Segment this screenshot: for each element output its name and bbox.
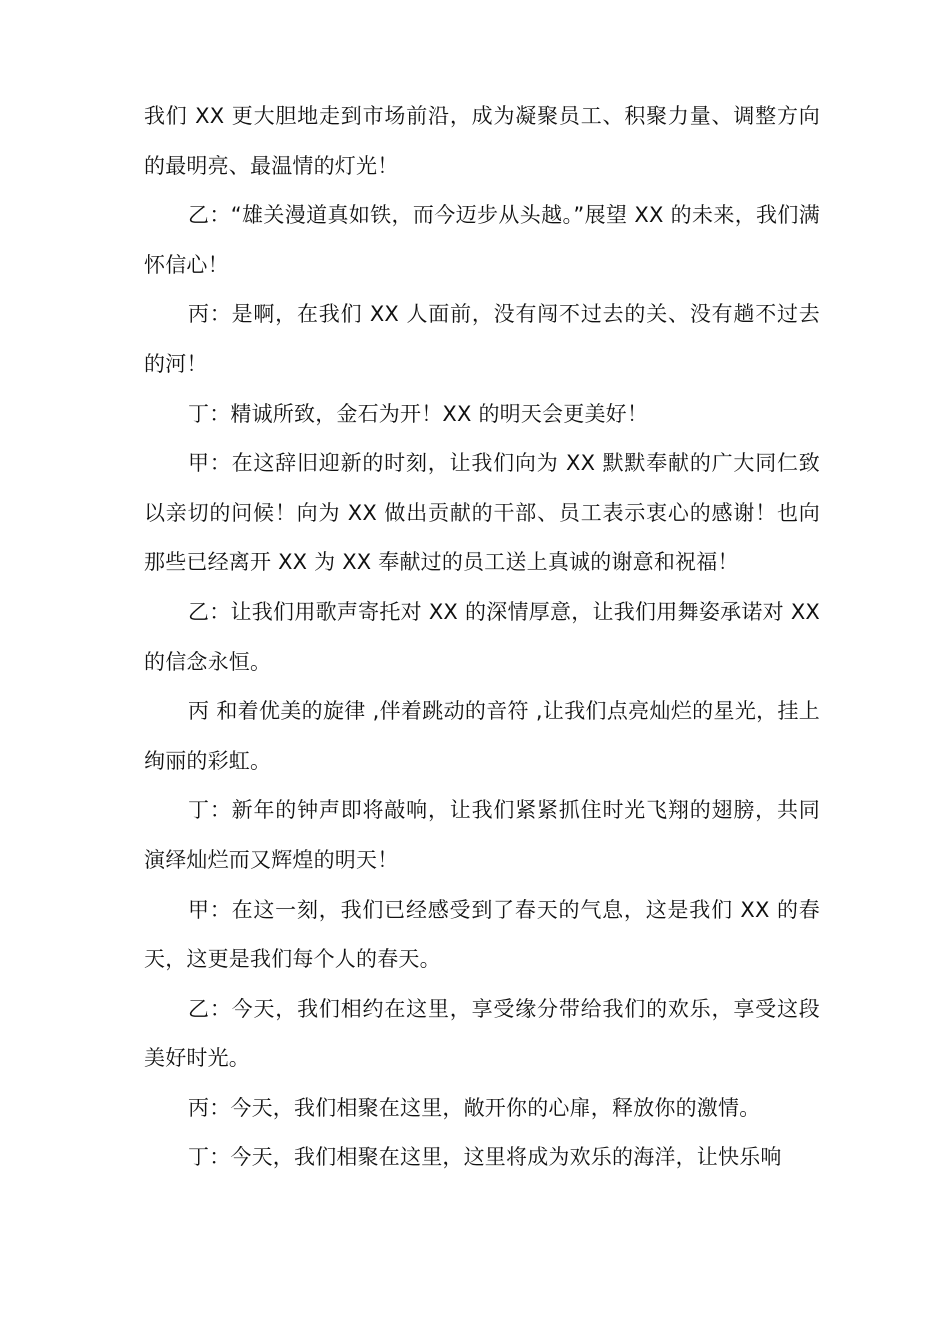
paragraph-11: 丙：今天，我们相聚在这里，敞开你的心扉，释放你的激情。 (188, 1095, 761, 1120)
paragraph-7: 丙 和着优美的旋律 ,伴着跳动的音符 ,让我们点亮灿烂的星光，挂上绚丽的彩虹。 (144, 699, 820, 773)
paragraph-9: 甲：在这一刻，我们已经感受到了春天的气息，这是我们 XX 的春天，这更是我们每个人的春天。 (144, 897, 820, 972)
paragraph-4: 丁：精诚所致，金石为开！XX 的明天会更美好！ (188, 401, 649, 426)
document-body (144, 92, 820, 1183)
paragraph-12: 丁：今天，我们相聚在这里，这里将成为欢乐的海洋，让快乐响 (188, 1145, 782, 1170)
paragraph-6: 乙：让我们用歌声寄托对 XX 的深情厚意，让我们用舞姿承诺对 XX 的信念永恒。 (144, 599, 820, 674)
paragraph-3: 丙：是啊，在我们 XX 人面前，没有闯不过去的关、没有趟不过去的河！ (144, 302, 820, 376)
paragraph-1: 我们 XX 更大胆地走到市场前沿，成为凝聚员工、积聚力量、调整方向的最明亮、最温情的灯光！ (144, 104, 820, 178)
paragraph-10: 乙：今天，我们相约在这里，享受缘分带给我们的欢乐，享受这段美好时光。 (144, 996, 820, 1071)
paragraph-5: 甲：在这辞旧迎新的时刻，让我们向为 XX 默默奉献的广大同仁致以亲切的问候！向为 XX 做出贡献的干部、员工表示衷心的感谢！也向那些已经离开 XX 为 XX 奉献过的员工送上真诚的谢意和祝福！ (144, 451, 820, 575)
paragraph-8: 丁：新年的钟声即将敲响，让我们紧紧抓住时光飞翔的翅膀，共同演绎灿烂而又辉煌的明天！ (144, 798, 820, 872)
paragraph-2: 乙：“雄关漫道真如铁，而今迈步从头越。”展望 XX 的未来，我们满怀信心！ (144, 203, 820, 277)
